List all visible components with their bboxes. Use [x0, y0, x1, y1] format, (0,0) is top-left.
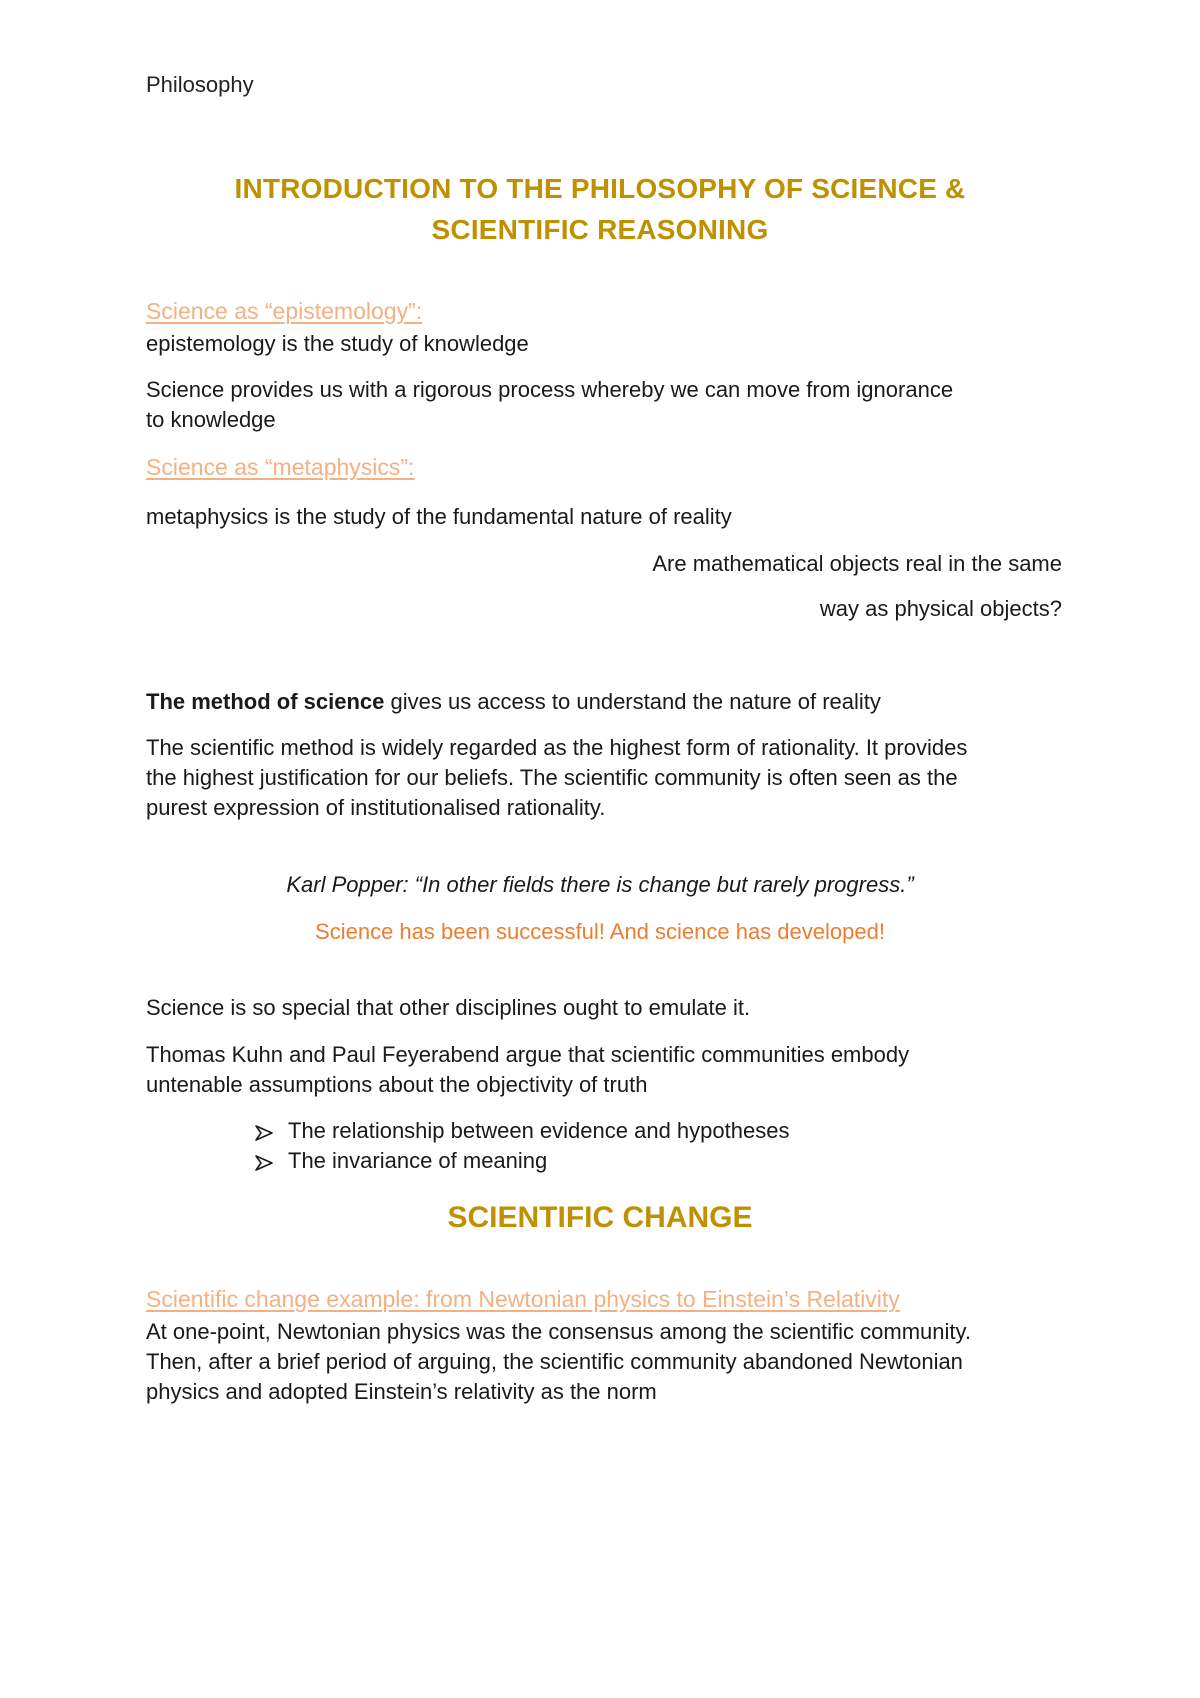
popper-quote: Karl Popper: “In other fields there is change but rarely progress.” [286, 872, 914, 897]
scientific-change-paragraph [146, 1317, 1066, 1407]
epistemology-definition: epistemology is the study of knowledge [146, 331, 529, 356]
bullet-text: The invariance of meaning [288, 1148, 548, 1173]
method-lead-bold: The method of science [146, 689, 385, 714]
arrowhead-bullet-icon [254, 1151, 274, 1171]
document-title-line-1: INTRODUCTION TO THE PHILOSOPHY OF SCIENCE & [234, 173, 966, 204]
kuhn-paragraph [146, 1040, 1066, 1100]
scientific-change-line-2: Then, after a brief period of arguing, the scientific community abandoned Newtonian [146, 1349, 963, 1374]
epistemology-paragraph-line-1: Science provides us with a rigorous process whereby we can move from ignorance [146, 377, 954, 402]
scientific-change-example-heading: Scientific change example: from Newtonian physics to Einstein’s Relativity [146, 1286, 900, 1312]
emulate-statement: Science is so special that other disciplines ought to emulate it. [146, 995, 751, 1020]
kuhn-paragraph-line-1: Thomas Kuhn and Paul Feyerabend argue that scientific communities embody [146, 1042, 910, 1067]
scientific-change-line-3: physics and adopted Einstein’s relativity as the norm [146, 1379, 657, 1404]
document-title-line-2: SCIENTIFIC REASONING [431, 214, 769, 245]
method-lead-rest: gives us access to understand the nature of reality [384, 689, 881, 714]
method-paragraph-line-1: The scientific method is widely regarded as the highest form of rationality. It provides [146, 735, 968, 760]
document-title [146, 168, 1054, 250]
bullet-text: The relationship between evidence and hypotheses [288, 1118, 790, 1143]
method-paragraph [146, 733, 1066, 823]
epistemology-paragraph-line-2: to knowledge [146, 407, 276, 432]
kuhn-paragraph-line-2: untenable assumptions about the objectivity of truth [146, 1072, 648, 1097]
epistemology-paragraph [146, 375, 1066, 435]
bullet-item [254, 1146, 547, 1176]
metaphysics-question-line-1: Are mathematical objects real in the same [652, 551, 1062, 576]
epistemology-heading: Science as “epistemology”: [146, 298, 423, 324]
header-label: Philosophy [146, 72, 254, 97]
method-paragraph-line-2: the highest justification for our beliefs. The scientific community is often seen as the [146, 765, 958, 790]
method-paragraph-line-3: purest expression of institutionalised rationality. [146, 795, 606, 820]
scientific-change-title: SCIENTIFIC CHANGE [447, 1201, 753, 1234]
metaphysics-heading: Science as “metaphysics”: [146, 454, 415, 480]
metaphysics-definition: metaphysics is the study of the fundamental nature of reality [146, 504, 732, 529]
bullet-item [254, 1116, 789, 1146]
success-highlight: Science has been successful! And science has developed! [315, 919, 885, 944]
arrowhead-bullet-icon [254, 1121, 274, 1141]
method-lead [146, 687, 1066, 717]
metaphysics-question-line-2: way as physical objects? [819, 596, 1062, 621]
scientific-change-line-1: At one-point, Newtonian physics was the consensus among the scientific community. [146, 1319, 971, 1344]
